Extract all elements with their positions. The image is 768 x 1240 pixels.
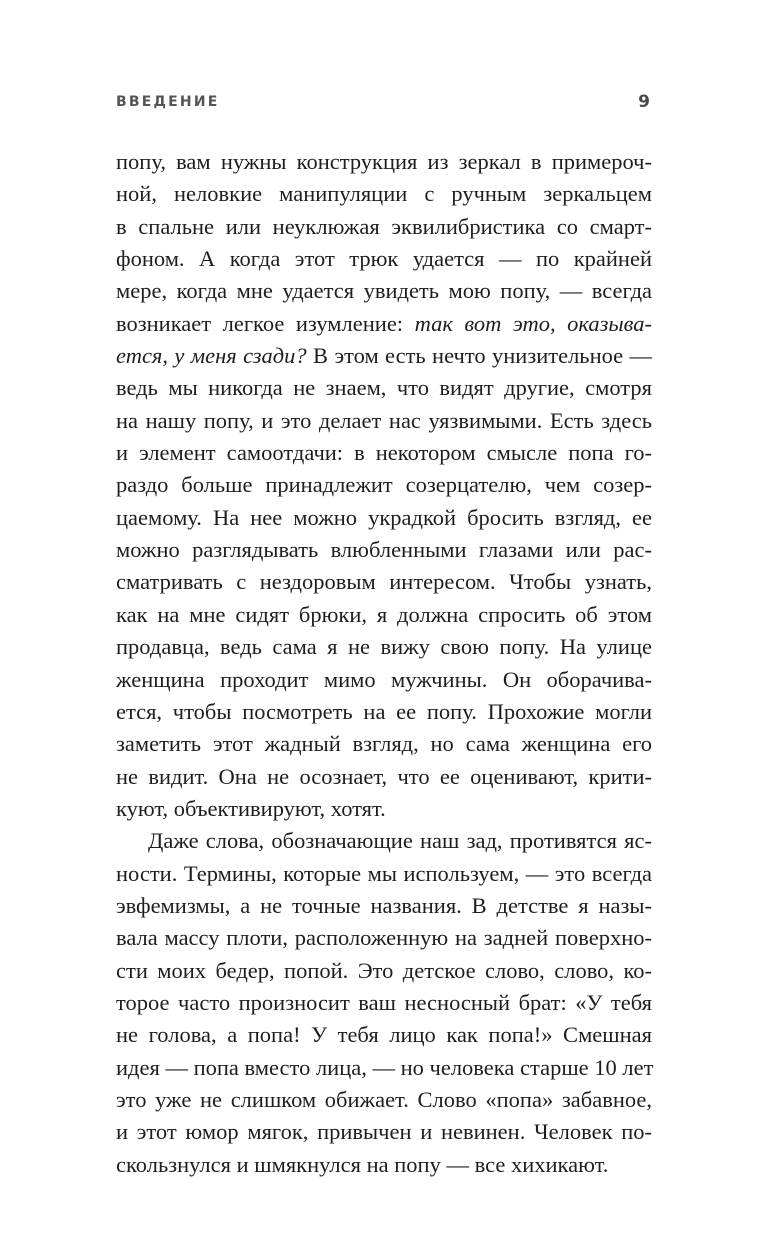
text-run: В этом есть нечто унизительное — bbox=[306, 343, 652, 369]
text-run: и элемент самоотдачи: в некотором смысле попа го- bbox=[116, 440, 652, 466]
text-line bbox=[116, 275, 652, 307]
text-run: можно разглядывать влюбленными глазами или рас- bbox=[116, 537, 652, 563]
text-run: продавца, ведь сама я не вижу свою попу. На улице bbox=[116, 634, 652, 660]
text-line bbox=[116, 1019, 652, 1051]
text-run: торое часто произносит ваш несносный брат: «У тебя bbox=[116, 989, 652, 1015]
text-line bbox=[116, 793, 652, 825]
text-line bbox=[116, 502, 652, 534]
text-run: раздо больше принадлежит созерцателю, чем созер- bbox=[116, 472, 652, 498]
text-line bbox=[116, 631, 652, 663]
text-run: попу, вам нужны конструкция из зеркал в примероч- bbox=[116, 149, 652, 174]
text-run: на нашу попу, и это делает нас уязвимыми. Есть здесь bbox=[116, 407, 652, 433]
text-line bbox=[116, 599, 652, 631]
text-run: скользнулся и шмякнулся на попу — все хихикают. bbox=[116, 1151, 609, 1177]
text-line bbox=[116, 858, 652, 890]
text-line bbox=[116, 405, 652, 437]
text-line bbox=[116, 761, 652, 793]
text-line bbox=[116, 469, 652, 501]
text-run: возникает легкое изумление: bbox=[116, 310, 415, 336]
text-run: как на мне сидят брюки, я должна спросить об этом bbox=[116, 601, 652, 627]
text-line bbox=[116, 178, 652, 210]
text-line bbox=[116, 340, 652, 372]
text-line bbox=[116, 534, 652, 566]
text-run: это уже не слишком обижает. Слово «попа» забавное, bbox=[116, 1086, 652, 1112]
text-line bbox=[116, 211, 652, 243]
text-line bbox=[116, 437, 652, 469]
text-line bbox=[116, 728, 652, 760]
text-line bbox=[116, 1116, 652, 1148]
text-run: вала массу плоти, расположенную на задней поверхно- bbox=[116, 925, 652, 951]
italic-text: так вот это, оказыва- bbox=[414, 310, 652, 336]
text-run: фоном. А когда этот трюк удается — по крайней bbox=[116, 246, 652, 272]
body-text bbox=[116, 146, 652, 1181]
text-line bbox=[116, 955, 652, 987]
text-run: не видит. Она не осознает, что ее оценивают, крити- bbox=[116, 763, 652, 789]
text-run: не голова, а попа! У тебя лицо как попа!» Смешная bbox=[116, 1022, 652, 1048]
paragraph bbox=[116, 146, 652, 825]
text-run: женщина проходит мимо мужчины. Он оборачива- bbox=[116, 666, 652, 692]
text-line bbox=[116, 664, 652, 696]
text-line bbox=[116, 1052, 652, 1084]
text-run: ется, чтобы посмотреть на ее попу. Прохожие могли bbox=[116, 698, 652, 724]
running-header bbox=[116, 92, 650, 114]
text-line bbox=[116, 566, 652, 598]
text-line bbox=[116, 308, 652, 340]
text-line bbox=[116, 243, 652, 275]
text-run: идея — попа вместо лица, — но человека старше 10 лет bbox=[116, 1054, 654, 1080]
text-line bbox=[116, 890, 652, 922]
text-run: цаемому. На нее можно украдкой бросить взгляд, ее bbox=[116, 504, 652, 530]
text-line bbox=[116, 825, 652, 857]
text-run: ведь мы никогда не знаем, что видят другие, смотря bbox=[116, 375, 652, 401]
text-run: в спальне или неуклюжая эквилибристика со смарт- bbox=[116, 213, 652, 239]
text-run: сматривать с нездоровым интересом. Чтобы узнать, bbox=[116, 569, 652, 595]
text-run: куют, объективируют, хотят. bbox=[116, 795, 386, 821]
text-run: Даже слова, обозначающие наш зад, противятся яс- bbox=[148, 828, 652, 854]
text-line bbox=[116, 922, 652, 954]
text-line bbox=[116, 696, 652, 728]
text-run: сти моих бедер, попой. Это детское слово, слово, ко- bbox=[116, 957, 652, 983]
paragraph bbox=[116, 825, 652, 1181]
text-line bbox=[116, 1149, 652, 1181]
text-run: заметить этот жадный взгляд, но сама женщина его bbox=[116, 731, 652, 757]
text-run: ности. Термины, которые мы используем, — это всегда bbox=[116, 860, 652, 886]
text-run: эвфемизмы, а не точные названия. В детстве я назы- bbox=[116, 892, 652, 918]
italic-text: ется, у меня сзади? bbox=[116, 343, 307, 369]
text-line bbox=[116, 146, 652, 178]
text-run: ной, неловкие манипуляции с ручным зеркальцем bbox=[116, 181, 652, 207]
section-title: ВВЕДЕНИЕ bbox=[116, 94, 220, 110]
text-line bbox=[116, 372, 652, 404]
text-line bbox=[116, 1084, 652, 1116]
text-line bbox=[116, 987, 652, 1019]
text-run: и этот юмор мягок, привычен и невинен. Человек по- bbox=[116, 1119, 652, 1145]
text-run: мере, когда мне удается увидеть мою попу, — всегда bbox=[116, 278, 652, 304]
page-number: 9 bbox=[638, 92, 650, 112]
